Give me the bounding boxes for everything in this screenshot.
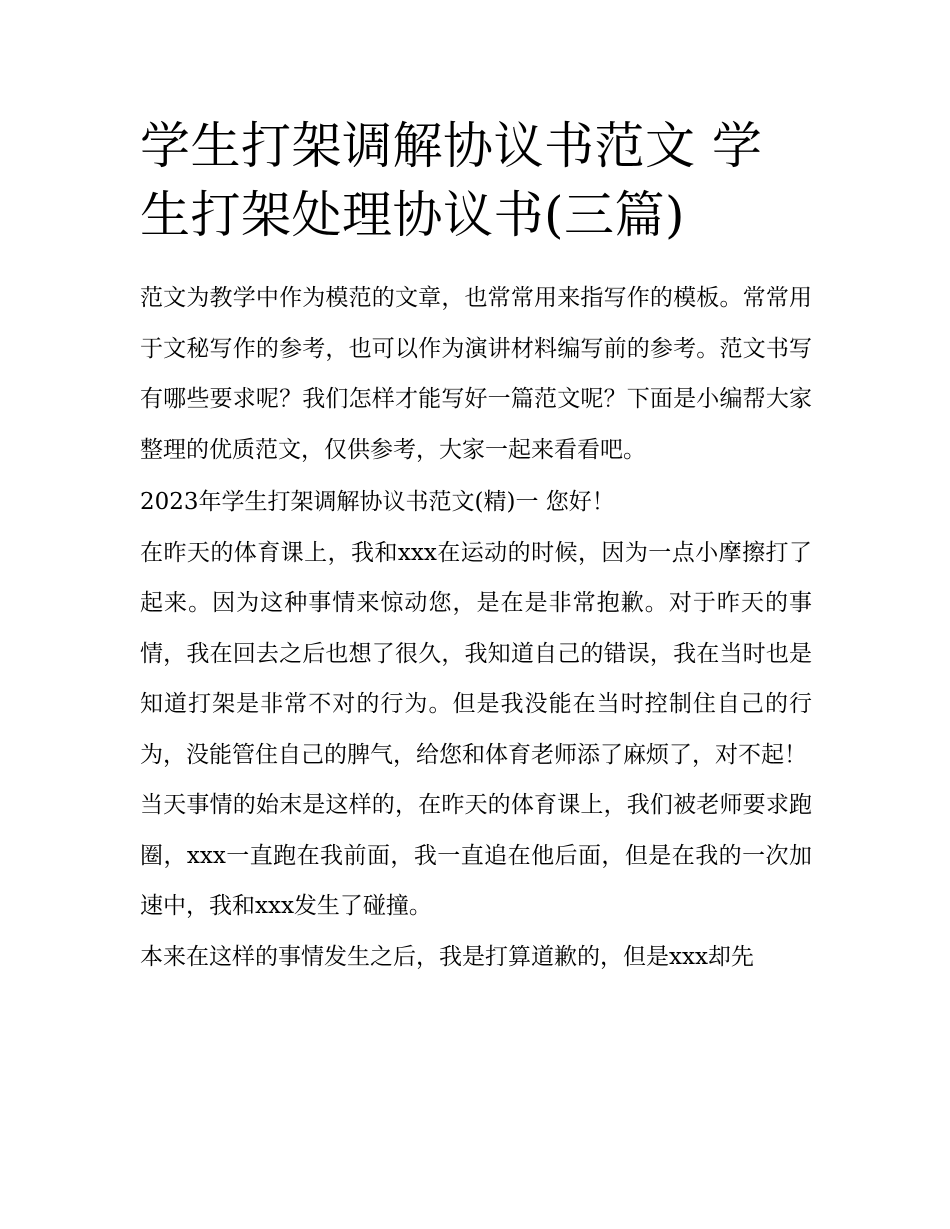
document-title: 学生打架调解协议书范文 学生打架处理协议书(三篇) (140, 117, 763, 244)
paragraph-heading-first-sample: 2023年学生打架调解协议书范文(精)一 您好！ (140, 489, 615, 515)
paragraph-incident: 在昨天的体育课上，我和xxx在运动的时候，因为一点小摩擦打了起来。因为这种事情来惊动您，是在是非常抱歉。对于昨天的事情，我在回去之后也想了很久，我知道自己的错误，我在当时也是知道打架是非常不对的行为。但是我没能在当时控制住自己的行为，没能管住自己的脾气，给您和体育老师添了麻烦了，对不起！ (140, 539, 812, 768)
paragraph-intro: 范文为教学中作为模范的文章，也常常用来指写作的模板。常常用于文秘写作的参考，也可以作为演讲材料编写前的参考。范文书写有哪些要求呢？我们怎样才能写好一篇范文呢？下面是小编帮大家整理的优质范文，仅供参考，大家一起来看看吧。 (140, 285, 812, 463)
paragraph-continuation: 本来在这样的事情发生之后，我是打算道歉的，但是xxx却先 (140, 943, 754, 970)
paragraph-details: 当天事情的始末是这样的，在昨天的体育课上，我们被老师要求跑圈，xxx一直跑在我前面，我一直追在他后面，但是在我的一次加速中，我和xxx发生了碰撞。 (140, 792, 812, 919)
document-page (140, 112, 812, 982)
